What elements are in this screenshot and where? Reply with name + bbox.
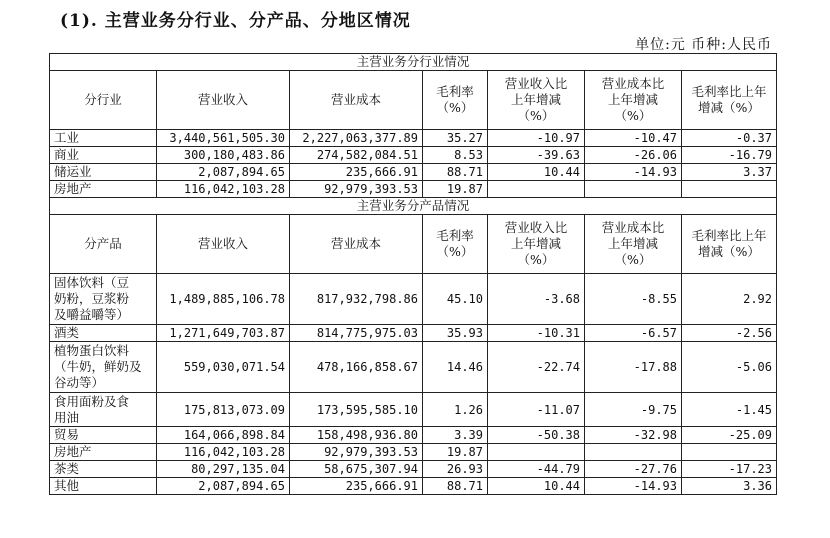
- table-cell: [682, 181, 777, 198]
- row-label: 酒类: [50, 325, 157, 342]
- table-cell: 478,166,858.67: [290, 342, 423, 393]
- table-body: [50, 54, 777, 495]
- header-row-product: [50, 215, 777, 274]
- table-row: [50, 325, 777, 342]
- table-cell: -27.76: [585, 461, 682, 478]
- table-cell: 235,666.91: [290, 478, 423, 495]
- table-cell: 116,042,103.28: [157, 444, 290, 461]
- column-header: 毛利率比上年 增减（%）: [682, 71, 777, 130]
- column-header: 毛利率 （%）: [423, 71, 488, 130]
- table-cell: -5.06: [682, 342, 777, 393]
- table-cell: 3.39: [423, 427, 488, 444]
- table-cell: 35.93: [423, 325, 488, 342]
- table-cell: 817,932,798.86: [290, 274, 423, 325]
- section-product-row: [50, 198, 777, 215]
- table-cell: -0.37: [682, 130, 777, 147]
- table-cell: -3.68: [488, 274, 585, 325]
- table-cell: -39.63: [488, 147, 585, 164]
- row-label: 茶类: [50, 461, 157, 478]
- row-label: 房地产: [50, 444, 157, 461]
- table-cell: 3,440,561,505.30: [157, 130, 290, 147]
- column-header: 毛利率 （%）: [423, 215, 488, 274]
- table-cell: [488, 181, 585, 198]
- column-header: 分行业: [50, 71, 157, 130]
- row-label: 其他: [50, 478, 157, 495]
- row-label: 房地产: [50, 181, 157, 198]
- table-cell: -44.79: [488, 461, 585, 478]
- table-cell: 58,675,307.94: [290, 461, 423, 478]
- table-cell: [682, 444, 777, 461]
- table-cell: [585, 444, 682, 461]
- column-header: 营业成本比 上年增减 （%）: [585, 215, 682, 274]
- row-label: 储运业: [50, 164, 157, 181]
- table-cell: -22.74: [488, 342, 585, 393]
- table-cell: 92,979,393.53: [290, 181, 423, 198]
- table-cell: -26.06: [585, 147, 682, 164]
- row-label: 植物蛋白饮料 （牛奶，鲜奶及 谷动等）: [50, 342, 157, 393]
- table-cell: 2,087,894.65: [157, 478, 290, 495]
- table-cell: [488, 444, 585, 461]
- table-cell: -2.56: [682, 325, 777, 342]
- table-row: [50, 444, 777, 461]
- table-cell: -14.93: [585, 478, 682, 495]
- header-row-industry: [50, 71, 777, 130]
- table-cell: 116,042,103.28: [157, 181, 290, 198]
- column-header: 毛利率比上年 增减（%）: [682, 215, 777, 274]
- table-cell: 2.92: [682, 274, 777, 325]
- column-header: 营业收入比 上年增减 （%）: [488, 71, 585, 130]
- table-cell: 2,227,063,377.89: [290, 130, 423, 147]
- table-cell: 35.27: [423, 130, 488, 147]
- table-row: [50, 342, 777, 393]
- section-heading: 主营业务分产品情况: [50, 198, 777, 215]
- table-cell: 814,775,975.03: [290, 325, 423, 342]
- table-cell: 1,271,649,703.87: [157, 325, 290, 342]
- table-cell: 92,979,393.53: [290, 444, 423, 461]
- table-cell: -11.07: [488, 393, 585, 427]
- table-cell: 88.71: [423, 478, 488, 495]
- row-label: 工业: [50, 130, 157, 147]
- table-cell: 164,066,898.84: [157, 427, 290, 444]
- section-industry-row: [50, 54, 777, 71]
- column-header: 营业收入: [157, 215, 290, 274]
- table-row: [50, 274, 777, 325]
- main-business-table: [49, 53, 777, 495]
- table-row: [50, 461, 777, 478]
- table-row: [50, 147, 777, 164]
- table-cell: -6.57: [585, 325, 682, 342]
- row-label: 贸易: [50, 427, 157, 444]
- table-cell: -1.45: [682, 393, 777, 427]
- table-cell: 1.26: [423, 393, 488, 427]
- table-cell: 274,582,084.51: [290, 147, 423, 164]
- section-heading: 主营业务分行业情况: [50, 54, 777, 71]
- table-cell: -9.75: [585, 393, 682, 427]
- table-cell: -50.38: [488, 427, 585, 444]
- column-header: 营业成本: [290, 71, 423, 130]
- table-row: [50, 393, 777, 427]
- table-row: [50, 164, 777, 181]
- column-header: 营业收入比 上年增减 （%）: [488, 215, 585, 274]
- table-cell: 10.44: [488, 164, 585, 181]
- table-cell: -25.09: [682, 427, 777, 444]
- table-cell: 300,180,483.86: [157, 147, 290, 164]
- table-cell: 19.87: [423, 444, 488, 461]
- table-row: [50, 181, 777, 198]
- table-cell: 88.71: [423, 164, 488, 181]
- table-row: [50, 478, 777, 495]
- table-cell: 19.87: [423, 181, 488, 198]
- table-cell: 175,813,073.09: [157, 393, 290, 427]
- table-cell: -17.23: [682, 461, 777, 478]
- column-header: 分产品: [50, 215, 157, 274]
- table-cell: -10.97: [488, 130, 585, 147]
- table-cell: 173,595,585.10: [290, 393, 423, 427]
- table-cell: -17.88: [585, 342, 682, 393]
- section-title: (1). 主营业务分行业、分产品、分地区情况: [60, 11, 411, 31]
- table-cell: 3.37: [682, 164, 777, 181]
- row-label: 商业: [50, 147, 157, 164]
- table-cell: 3.36: [682, 478, 777, 495]
- table-row: [50, 130, 777, 147]
- table-cell: 26.93: [423, 461, 488, 478]
- table-row: [50, 427, 777, 444]
- table-cell: -14.93: [585, 164, 682, 181]
- table-cell: -32.98: [585, 427, 682, 444]
- table-cell: 10.44: [488, 478, 585, 495]
- column-header: 营业成本: [290, 215, 423, 274]
- table-cell: 14.46: [423, 342, 488, 393]
- table-cell: 235,666.91: [290, 164, 423, 181]
- table-cell: 45.10: [423, 274, 488, 325]
- column-header: 营业成本比 上年增减 （%）: [585, 71, 682, 130]
- row-label: 食用面粉及食 用油: [50, 393, 157, 427]
- table-cell: 2,087,894.65: [157, 164, 290, 181]
- row-label: 固体饮料（豆 奶粉，豆浆粉 及嚼益嚼等）: [50, 274, 157, 325]
- table-cell: 158,498,936.80: [290, 427, 423, 444]
- table-cell: -10.31: [488, 325, 585, 342]
- unit-currency-note: 单位:元 币种:人民币: [635, 37, 772, 53]
- table-cell: -10.47: [585, 130, 682, 147]
- table-cell: 559,030,071.54: [157, 342, 290, 393]
- table-cell: 8.53: [423, 147, 488, 164]
- table-cell: 80,297,135.04: [157, 461, 290, 478]
- column-header: 营业收入: [157, 71, 290, 130]
- table-cell: -8.55: [585, 274, 682, 325]
- table-cell: 1,489,885,106.78: [157, 274, 290, 325]
- table-cell: [585, 181, 682, 198]
- table-cell: -16.79: [682, 147, 777, 164]
